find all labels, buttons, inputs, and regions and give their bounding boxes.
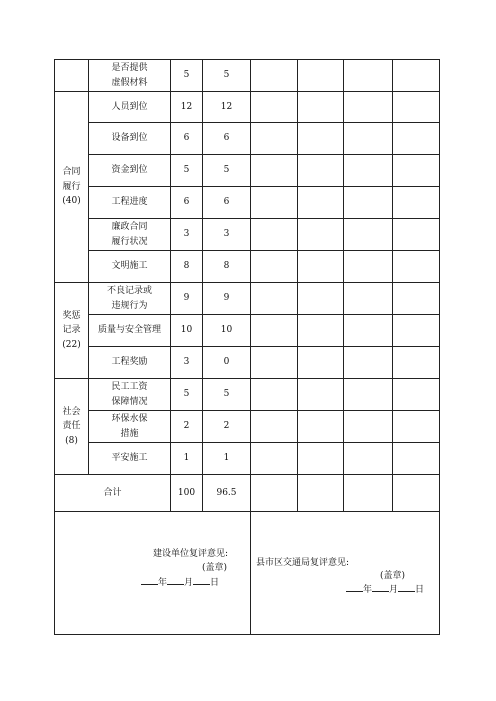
blank-cell — [250, 186, 297, 218]
blank-cell — [250, 154, 297, 186]
category-label-line: (40) — [62, 196, 81, 207]
item-label-lines — [111, 100, 147, 114]
date-day-label: 日 — [210, 578, 220, 588]
evaluation-table — [54, 59, 440, 635]
item-label-line: 文明施工 — [111, 261, 148, 272]
blank-cell — [297, 218, 343, 250]
item-cell — [88, 154, 170, 186]
item-label-line: 平安施工 — [111, 453, 148, 464]
blank-cell — [392, 59, 440, 91]
item-label-line: 人员到位 — [111, 101, 148, 112]
blank-cell — [250, 122, 297, 154]
standard-score-cell: 5 — [170, 378, 202, 410]
standard-score-cell: 6 — [170, 122, 202, 154]
blank-cell — [297, 346, 343, 378]
blank-cell — [297, 186, 343, 218]
category-label-line: 奖惩 — [62, 310, 81, 321]
total-score-cell: 100 — [170, 474, 202, 511]
standard-score-cell: 2 — [170, 410, 202, 442]
item-label-line: 工程奖励 — [111, 357, 148, 368]
actual-score-cell: 9 — [202, 282, 250, 314]
item-label-line: 违规行为 — [111, 300, 148, 311]
blank-cell — [250, 218, 297, 250]
blank-cell — [250, 410, 297, 442]
blank-cell — [297, 314, 343, 346]
item-cell — [88, 410, 170, 442]
blank-cell — [343, 154, 392, 186]
standard-score-cell: 6 — [170, 186, 202, 218]
standard-score-cell: 12 — [170, 91, 202, 122]
blank-cell — [297, 91, 343, 122]
actual-score-cell: 12 — [202, 91, 250, 122]
blank-cell — [343, 410, 392, 442]
item-cell — [88, 314, 170, 346]
item-cell — [88, 186, 170, 218]
blank-cell — [250, 378, 297, 410]
item-label-lines — [111, 412, 147, 441]
blank-cell — [297, 122, 343, 154]
item-label-lines — [111, 61, 147, 90]
transport-bureau-seal-label: (盖章) — [380, 571, 406, 581]
item-label-line: 措施 — [120, 428, 139, 439]
item-label-lines — [98, 323, 161, 337]
item-cell — [88, 122, 170, 154]
item-label-lines — [111, 380, 147, 409]
blank-cell — [343, 346, 392, 378]
actual-score-cell: 2 — [202, 410, 250, 442]
blank-cell — [392, 314, 440, 346]
blank-cell — [250, 59, 297, 91]
category-cell — [54, 91, 88, 282]
actual-score-cell: 5 — [202, 378, 250, 410]
item-label-line: 不良记录或 — [106, 286, 152, 297]
item-cell — [88, 442, 170, 474]
blank-cell — [250, 346, 297, 378]
blank-cell — [392, 378, 440, 410]
category-cell — [54, 59, 88, 91]
standard-score-cell: 8 — [170, 250, 202, 282]
item-cell — [88, 250, 170, 282]
blank-cell — [250, 250, 297, 282]
standard-score-cell: 5 — [170, 59, 202, 91]
standard-score-cell: 3 — [170, 346, 202, 378]
standard-score-cell: 1 — [170, 442, 202, 474]
construction-unit-opinion-title: 建设单位复评意见: — [153, 549, 229, 559]
actual-score-cell: 0 — [202, 346, 250, 378]
date-month-label: 月 — [184, 578, 194, 588]
date-month-label: 月 — [389, 585, 399, 595]
category-label-line: (8) — [65, 435, 78, 446]
category-label-lines — [62, 405, 80, 448]
blank-cell — [343, 282, 392, 314]
category-label-line: 记录 — [62, 325, 81, 336]
actual-score-cell: 5 — [202, 154, 250, 186]
blank-cell — [250, 474, 297, 511]
blank-cell — [392, 218, 440, 250]
item-cell — [88, 91, 170, 122]
category-label-lines — [62, 309, 80, 352]
standard-score-cell: 9 — [170, 282, 202, 314]
blank-cell — [297, 250, 343, 282]
item-cell — [88, 218, 170, 250]
total-label-cell: 合计 — [54, 474, 170, 511]
blank-cell — [250, 442, 297, 474]
item-cell — [88, 59, 170, 91]
actual-score-cell: 6 — [202, 122, 250, 154]
transport-bureau-date-line — [346, 582, 424, 595]
actual-score-cell: 3 — [202, 218, 250, 250]
item-label-lines — [107, 284, 152, 313]
construction-unit-date-line — [141, 575, 219, 588]
blank-cell — [392, 346, 440, 378]
actual-score-cell: 5 — [202, 59, 250, 91]
blank-cell — [392, 474, 440, 511]
item-label-line: 是否提供 — [111, 63, 148, 74]
blank-cell — [297, 59, 343, 91]
blank-cell — [250, 91, 297, 122]
blank-cell — [343, 314, 392, 346]
transport-bureau-opinion-title: 县市区交通局复评意见: — [256, 558, 350, 568]
construction-unit-opinion-cell — [54, 511, 250, 635]
blank-cell — [392, 410, 440, 442]
category-label-line: 社会 — [62, 406, 81, 417]
standard-score-cell: 10 — [170, 314, 202, 346]
blank-cell — [392, 122, 440, 154]
item-label-lines — [111, 355, 147, 369]
item-label-lines — [111, 451, 147, 465]
item-cell — [88, 346, 170, 378]
date-year-label: 年 — [158, 578, 168, 588]
item-label-line: 资金到位 — [111, 165, 148, 176]
blank-cell — [343, 378, 392, 410]
blank-cell — [297, 154, 343, 186]
transport-bureau-opinion-cell — [250, 511, 440, 635]
date-day-label: 日 — [415, 585, 425, 595]
blank-cell — [343, 91, 392, 122]
item-label-line: 保障情况 — [111, 396, 148, 407]
category-label-line: 合同 — [62, 167, 81, 178]
item-label-lines — [111, 259, 147, 273]
blank-cell — [250, 314, 297, 346]
category-cell — [54, 378, 88, 474]
item-label-lines — [111, 195, 147, 209]
blank-cell — [392, 282, 440, 314]
date-year-label: 年 — [363, 585, 373, 595]
standard-score-cell: 3 — [170, 218, 202, 250]
blank-cell — [392, 154, 440, 186]
blank-cell — [392, 442, 440, 474]
total-actual-cell: 96.5 — [202, 474, 250, 511]
item-label-lines — [111, 131, 147, 145]
blank-cell — [343, 218, 392, 250]
item-label-line: 环保水保 — [111, 414, 148, 425]
actual-score-cell: 10 — [202, 314, 250, 346]
item-label-line: 民工工资 — [111, 382, 148, 393]
blank-cell — [343, 250, 392, 282]
item-label-line: 廉政合同 — [111, 222, 148, 233]
actual-score-cell: 1 — [202, 442, 250, 474]
item-label-lines — [111, 220, 147, 249]
category-label-line: 责任 — [62, 421, 81, 432]
blank-cell — [392, 250, 440, 282]
blank-cell — [392, 186, 440, 218]
blank-cell — [297, 378, 343, 410]
blank-cell — [297, 410, 343, 442]
blank-cell — [343, 442, 392, 474]
item-label-line: 履行状况 — [111, 236, 148, 247]
category-cell — [54, 282, 88, 378]
item-label-line: 设备到位 — [111, 133, 148, 144]
construction-unit-seal-label: (盖章) — [202, 563, 228, 573]
standard-score-cell: 5 — [170, 154, 202, 186]
item-label-lines — [111, 163, 147, 177]
category-label-line: 履行 — [62, 181, 81, 192]
blank-cell — [297, 474, 343, 511]
blank-cell — [343, 186, 392, 218]
blank-cell — [343, 122, 392, 154]
actual-score-cell: 6 — [202, 186, 250, 218]
item-label-line: 质量与安全管理 — [97, 325, 161, 336]
item-cell — [88, 282, 170, 314]
blank-cell — [297, 282, 343, 314]
item-cell — [88, 378, 170, 410]
blank-cell — [392, 91, 440, 122]
item-label-line: 虚假材料 — [111, 77, 148, 88]
blank-cell — [343, 59, 392, 91]
blank-cell — [297, 442, 343, 474]
blank-cell — [250, 282, 297, 314]
actual-score-cell: 8 — [202, 250, 250, 282]
category-label-line: (22) — [62, 339, 81, 350]
category-label-lines — [62, 165, 80, 208]
blank-cell — [343, 474, 392, 511]
item-label-line: 工程进度 — [111, 197, 148, 208]
